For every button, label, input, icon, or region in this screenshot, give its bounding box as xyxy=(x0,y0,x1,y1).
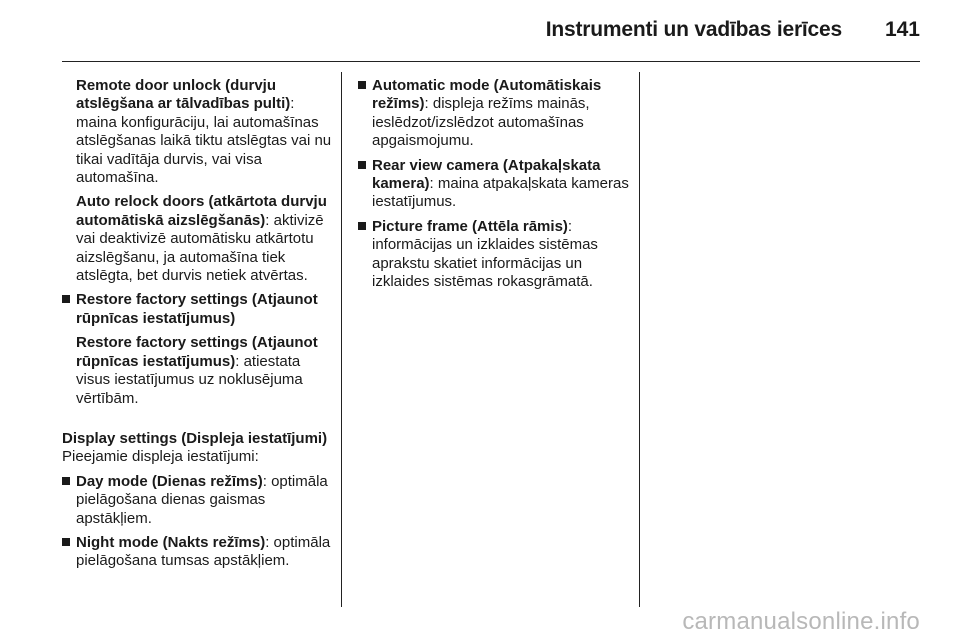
rear-view-camera-text: maina atpakaļskata kameras iestatījumus. xyxy=(372,175,629,211)
display-settings-intro: Pieejamie displeja iestatījumi: xyxy=(62,448,259,466)
automatic-mode-text: displeja režīms mainās, ieslēdzot/izslēdzot automašīnas apgaismojumu. xyxy=(372,95,590,150)
rear-view-camera-item xyxy=(358,157,630,212)
watermark: carmanualsonline.info xyxy=(682,608,920,635)
bullet-square-icon xyxy=(358,81,366,89)
remote-door-unlock-entry xyxy=(76,77,334,187)
automatic-mode-item xyxy=(358,77,630,151)
remote-door-unlock-sep: : xyxy=(290,95,295,113)
restore-factory-sub-entry xyxy=(76,334,334,408)
column-divider-1 xyxy=(341,72,342,607)
day-mode-sep: : xyxy=(262,472,267,490)
remote-door-unlock-term: Remote door unlock (durvju atslēgšana ar tālvadības pulti) xyxy=(76,77,291,113)
column-middle xyxy=(358,77,630,297)
column-left xyxy=(62,77,334,577)
restore-factory-item xyxy=(62,291,334,328)
bullet-square-icon xyxy=(62,295,70,303)
header-divider xyxy=(62,61,920,62)
display-settings-heading: Display settings (Displeja iestatījumi) xyxy=(62,429,328,447)
night-mode-term: Night mode (Nakts režīms) xyxy=(76,533,266,551)
auto-relock-term: Auto relock doors (atkārtota durvju automātiskā aizslēgšanās) xyxy=(76,193,327,229)
auto-relock-text: aktivizē vai deaktivizē automātisku atkārtotu aizslēgšanu, ja automašīna tiek atslēgta, bet durvis netiek atvērtas. xyxy=(76,211,324,285)
night-mode-sep: : xyxy=(265,533,270,551)
night-mode-item xyxy=(62,534,334,571)
page-number: 141 xyxy=(884,18,920,41)
automatic-mode-sep: : xyxy=(424,95,429,113)
picture-frame-text: informācijas un izklaides sistēmas aprakstu skatiet informācijas un izklaides sistēmas rokasgrāmatā. xyxy=(372,236,598,291)
page-title: Instrumenti un vadības ierīces xyxy=(545,18,842,41)
automatic-mode-term: Automatic mode (Automātiskais režīms) xyxy=(372,77,602,113)
picture-frame-item xyxy=(358,218,630,292)
restore-factory-sub-term: Restore factory settings (Atjaunot rūpnīcas iestatījumus) xyxy=(76,334,318,370)
day-mode-term: Day mode (Dienas režīms) xyxy=(76,472,263,490)
restore-factory-sub-sep: : xyxy=(235,352,240,370)
auto-relock-sep: : xyxy=(265,211,270,229)
bullet-square-icon xyxy=(358,222,366,230)
bullet-square-icon xyxy=(62,538,70,546)
column-divider-2 xyxy=(639,72,640,607)
picture-frame-term: Picture frame (Attēla rāmis) xyxy=(372,217,568,235)
remote-door-unlock-text: maina konfigurāciju, lai automašīnas atslēgšanas laikā tiktu atslēgtas vai nu tikai vadītāja durvis, vai visa automašīna. xyxy=(76,113,332,187)
day-mode-text: optimāla pielāgošana dienas gaismas apstākļiem. xyxy=(76,472,328,527)
picture-frame-sep: : xyxy=(567,217,573,235)
auto-relock-entry xyxy=(76,193,334,285)
day-mode-item xyxy=(62,473,334,528)
rear-view-camera-term: Rear view camera (Atpakaļskata kamera) xyxy=(372,156,601,193)
restore-factory-sub-text: atiestata visus iestatījumus uz noklusējuma vērtībām. xyxy=(76,352,303,407)
bullet-square-icon xyxy=(62,477,70,485)
rear-view-camera-sep: : xyxy=(429,175,434,193)
night-mode-text: optimāla pielāgošana tumsas apstākļiem. xyxy=(76,533,331,570)
bullet-square-icon xyxy=(358,161,366,169)
restore-factory-term: Restore factory settings (Atjaunot rūpnīcas iestatījumus) xyxy=(76,291,318,327)
